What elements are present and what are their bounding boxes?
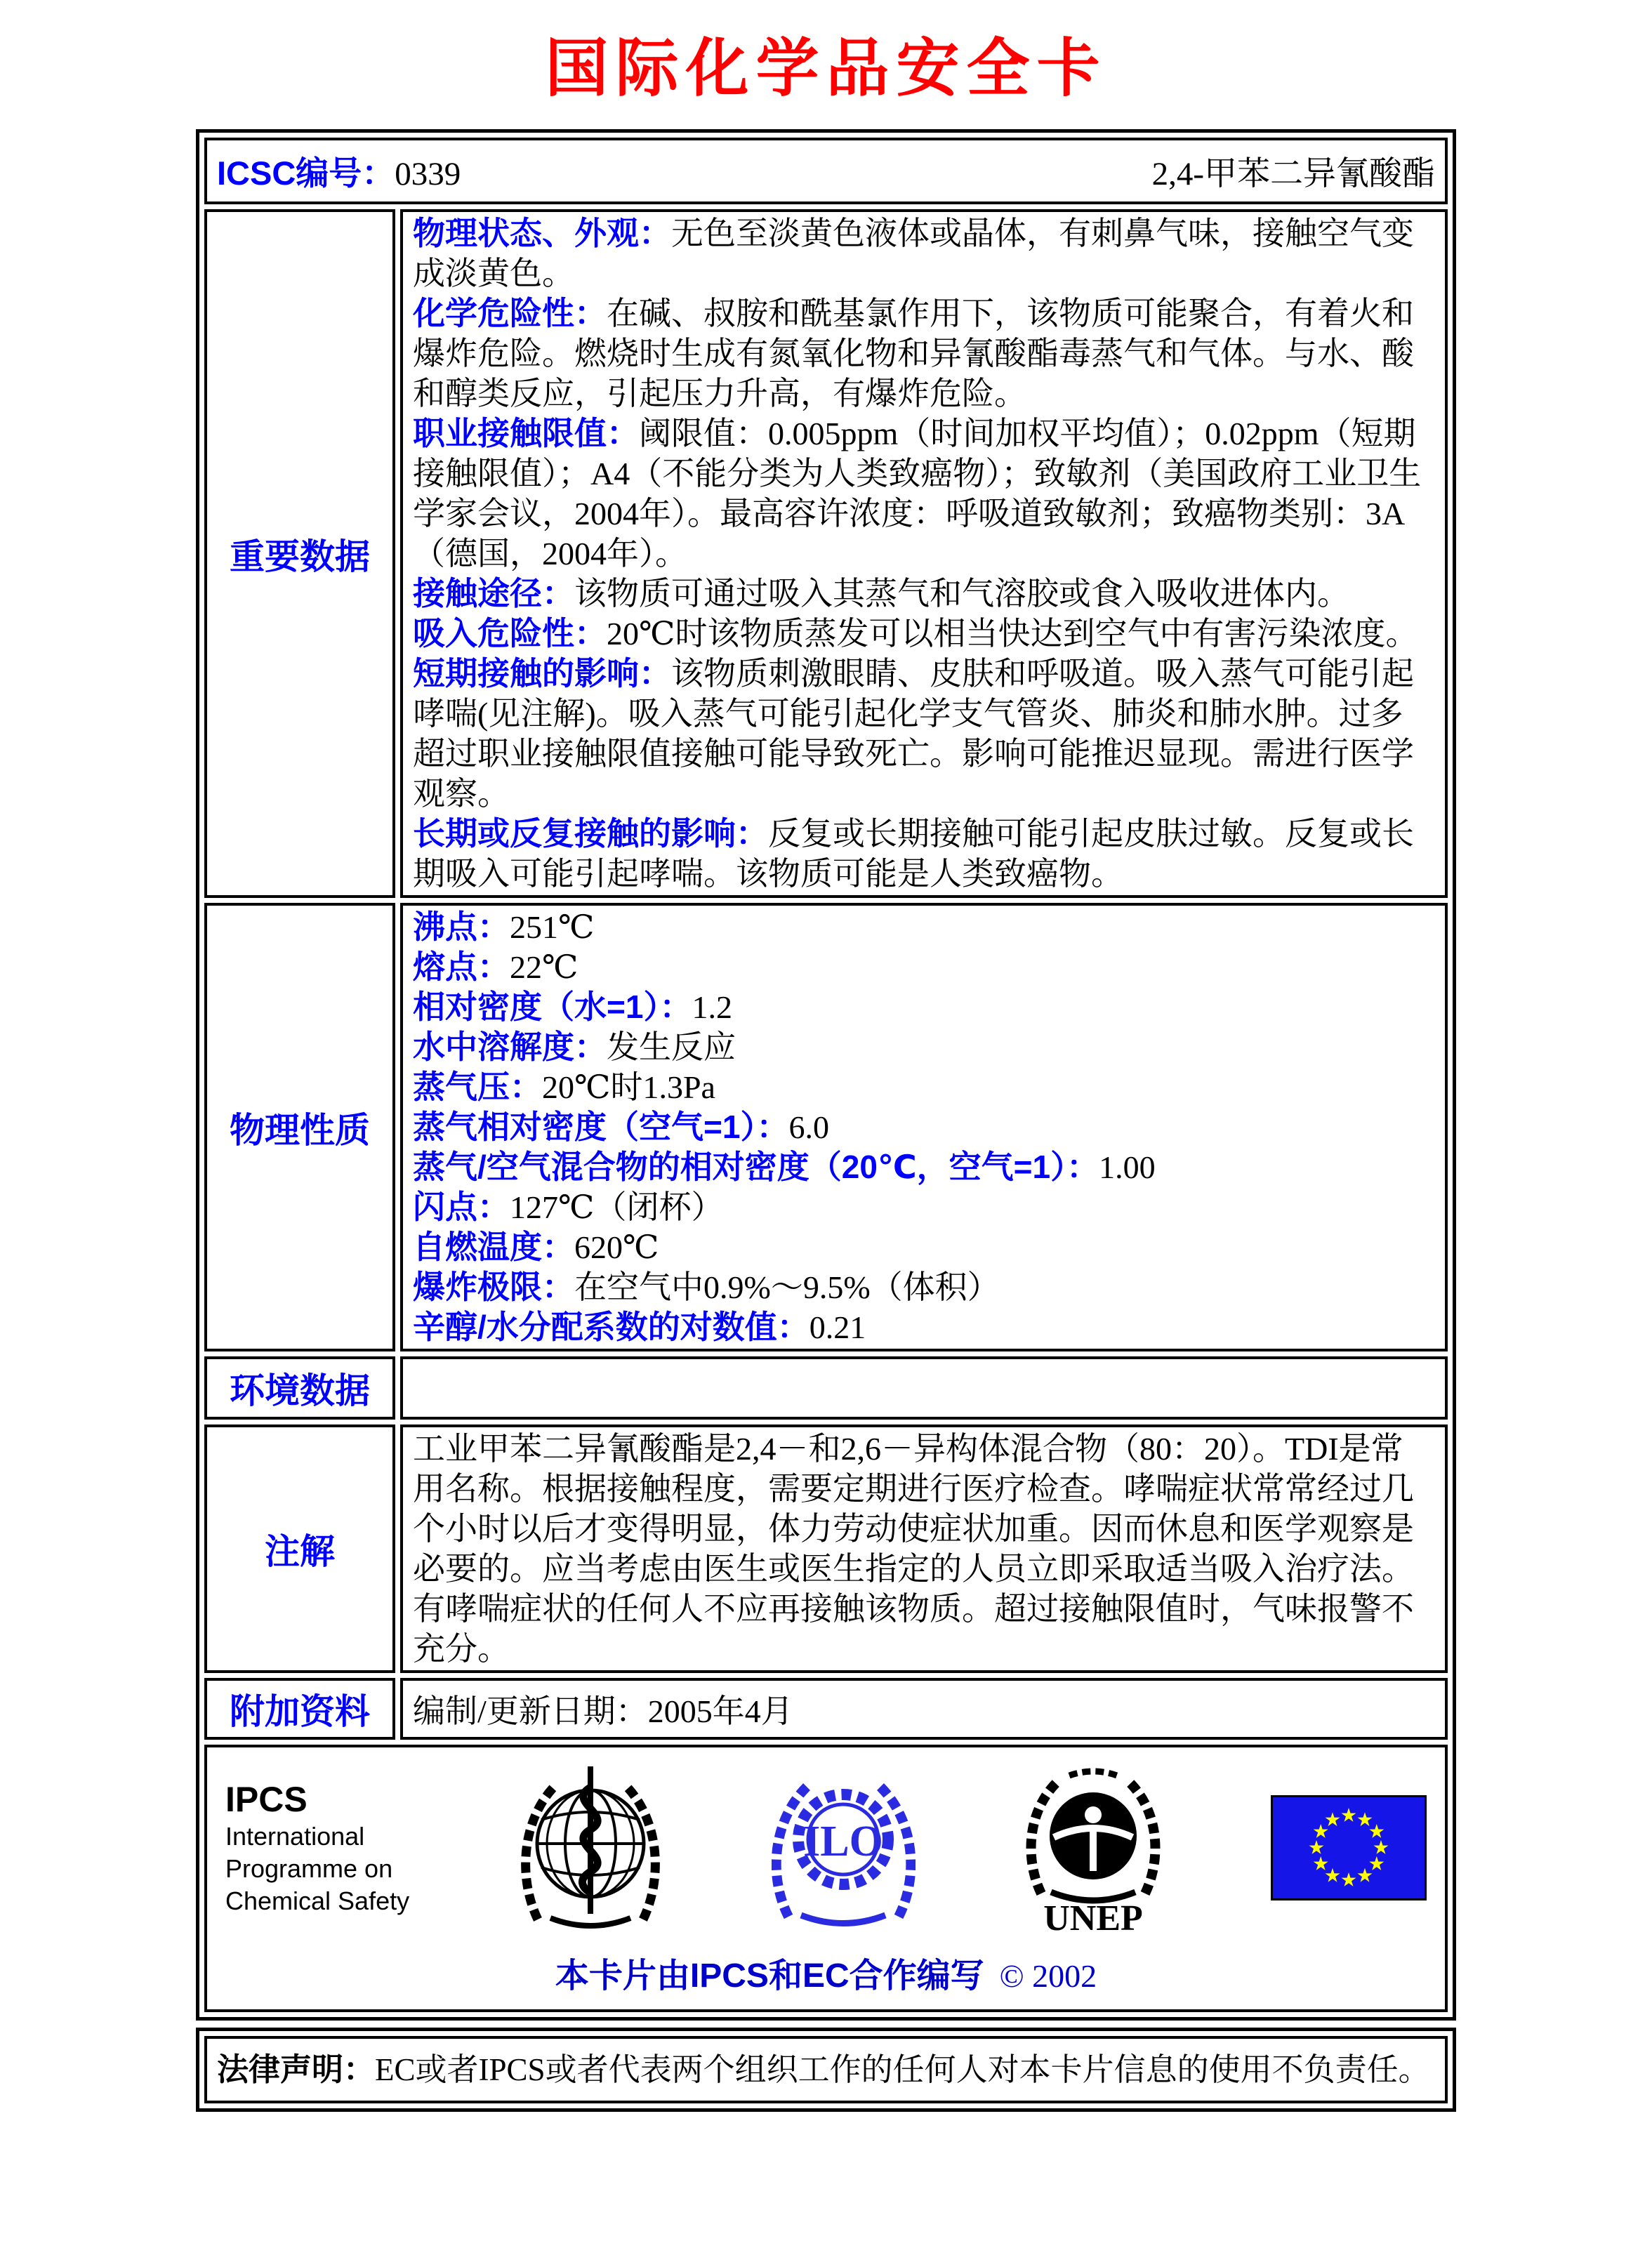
ipcs-line2: Programme on [225,1854,393,1883]
field-label: 吸入危险性： [413,615,607,652]
property-label: 相对密度（水=1）： [413,989,692,1025]
property-row [413,1187,1435,1227]
field-label: 接触途径： [413,575,574,612]
property-row [413,1307,1435,1347]
property-value: 0.21 [809,1309,866,1345]
notes-row [204,1424,1448,1673]
cooperation-caption-text: 本卡片由IPCS和EC合作编写 [555,1957,984,1995]
field-row [413,814,1435,894]
property-label: 熔点： [413,948,510,985]
copyright-text: © 2002 [999,1958,1097,1994]
field-row [413,574,1435,614]
section-label-additional-info: 附加资料 [204,1678,395,1740]
section-label-physical-properties: 物理性质 [204,903,395,1351]
field-text: 该物质刺激眼睛、皮肤和呼吸道。吸入蒸气可能引起哮喘(见注解)。吸入蒸气可能引起化学支气管炎、肺炎和肺水肿。过多超过职业接触限值接触可能导致死亡。影响可能推迟显现。需进行医学观察。 [413,656,1414,812]
property-value: 1.2 [692,989,732,1025]
property-row [413,1267,1435,1307]
property-row [413,1227,1435,1267]
property-row [413,1147,1435,1187]
property-row [413,1027,1435,1067]
additional-info-content: 编制/更新日期：2005年4月 [400,1678,1448,1740]
property-value: 620℃ [574,1229,659,1265]
field-row [413,293,1435,414]
legal-notice-table [196,2028,1456,2112]
field-label: 长期或反复接触的影响： [413,815,768,852]
property-row [413,947,1435,987]
ipcs-line3: Chemical Safety [225,1886,410,1915]
section-label-notes: 注解 [204,1424,395,1673]
property-value: 在空气中0.9%～9.5%（体积） [574,1269,1000,1305]
property-row [413,1067,1435,1107]
field-row [413,213,1435,293]
property-value: 6.0 [788,1109,829,1145]
property-label: 闪点： [413,1189,510,1225]
section-label-important-data: 重要数据 [204,209,395,898]
icsc-number-group [217,147,461,194]
ilo-icon [772,1766,916,1931]
who-icon [517,1761,664,1935]
property-row [413,907,1435,947]
logos-row [204,1745,1448,2012]
property-label: 蒸气相对密度（空气=1）： [413,1109,789,1145]
header-bar [217,147,1435,194]
property-label: 水中溶解度： [413,1029,607,1065]
legal-notice-label: 法律声明： [217,2051,376,2087]
physical-properties-content [400,903,1448,1351]
field-text: 在碱、叔胺和酰基氯作用下，该物质可能聚合，有着火和爆炸危险。燃烧时生成有氮氧化物和异氰酸酯毒蒸气和气体。与水、酸和醇类反应，引起压力升高，有爆炸危险。 [413,296,1414,411]
field-text: 20℃时该物质蒸发可以相当快达到空气中有害污染浓度。 [607,616,1418,652]
physical-properties-row [204,903,1448,1351]
property-row [413,987,1435,1027]
field-label: 职业接触限值： [413,415,639,451]
field-row [413,614,1435,654]
environmental-data-row [204,1356,1448,1420]
ipcs-acronym: IPCS [225,1780,308,1819]
field-label: 化学危险性： [413,295,607,331]
property-label: 辛醇/水分配系数的对数值： [413,1309,810,1345]
field-text: 该物质可通过吸入其蒸气和气溶胶或食入吸收进体内。 [574,576,1349,612]
cooperation-caption [225,1948,1427,1997]
header-row [204,138,1448,204]
field-label: 物理状态、外观： [413,215,671,251]
unep-icon [1023,1760,1163,1936]
eu-flag-icon [1271,1795,1427,1900]
field-row [413,414,1435,574]
ilo-letters: ILO [803,1817,883,1865]
legal-notice-text: EC或者IPCS或者代表两个组织工作的任何人对本卡片信息的使用不负责任。 [375,2052,1430,2087]
icsc-main-table [196,129,1456,2021]
page-title: 国际化学品安全卡 [545,31,1107,105]
property-label: 蒸气压： [413,1069,542,1105]
field-text: 阈限值：0.005ppm（时间加权平均值）；0.02ppm（短期接触限值）；A4（不能分类为人类致癌物）；致敏剂（美国政府工业卫生学家会议，2004年）。最高容许浓度：呼吸道致敏剂；致癌物类别：3A（德国，2004年）。 [413,416,1422,571]
icsc-number-label: ICSC编号： [217,154,395,192]
property-value: 1.00 [1099,1149,1156,1185]
property-label: 蒸气/空气混合物的相对密度（20℃，空气=1）： [413,1149,1099,1185]
property-value: 20℃时1.3Pa [542,1069,715,1105]
icsc-number-value: 0339 [395,156,461,192]
property-value: 127℃（闭杯） [510,1189,724,1225]
important-data-content [400,209,1448,898]
property-value: 251℃ [510,909,595,945]
section-label-environmental-data: 环境数据 [204,1356,395,1420]
environmental-data-content [400,1356,1448,1420]
notes-content: 工业甲苯二异氰酸酯是2,4－和2,6－异构体混合物（80：20）。TDI是常用名称。根据接触程度，需要定期进行医疗检查。哮喘症状常常经过几个小时以后才变得明显，体力劳动使症状加重。因而休息和医学观察是必要的。应当考虑由医生或医生指定的人员立即采取适当吸入治疗法。有哮喘症状的任何人不应再接触该物质。超过接触限值时，气味报警不充分。 [400,1424,1448,1673]
unep-letters: UNEP [1043,1898,1143,1936]
property-value: 22℃ [510,949,579,985]
ipcs-text-block [225,1778,409,1917]
field-text: 反复或长期接触可能引起皮肤过敏。反复或长期吸入可能引起哮喘。该物质可能是人类致癌物。 [413,816,1414,892]
field-text: 无色至淡黄色液体或晶体，有刺鼻气味，接触空气变成淡黄色。 [413,216,1414,291]
ipcs-line1: International [225,1822,365,1851]
field-label: 短期接触的影响： [413,655,671,692]
logos-band [225,1760,1427,1936]
additional-info-row [204,1678,1448,1740]
field-row [413,654,1435,814]
property-label: 沸点： [413,908,510,945]
property-value: 发生反应 [607,1029,736,1065]
legal-notice-row [204,2036,1448,2103]
property-label: 爆炸极限： [413,1269,574,1305]
property-row [413,1107,1435,1147]
property-label: 自燃温度： [413,1229,574,1265]
important-data-row [204,209,1448,898]
chemical-name: 2,4-甲苯二异氰酸酯 [1151,156,1435,192]
